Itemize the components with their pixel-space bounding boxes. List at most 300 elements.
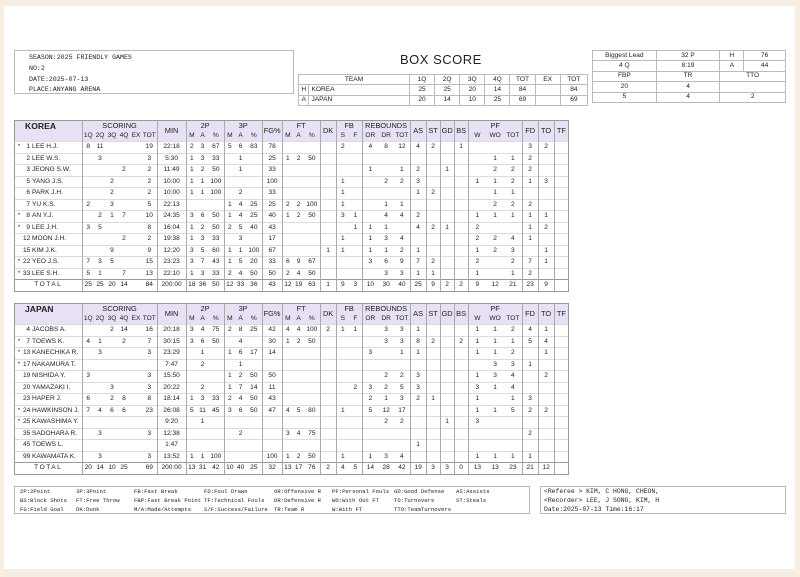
page-title: BOX SCORE [400,52,482,67]
player-row [15,417,568,429]
legend-item: M/A:Made/Attempts [134,505,192,513]
stat-cell [94,188,106,200]
stat-cell: 100 [262,451,282,463]
col-dk: DK [320,304,336,325]
stat-cell: 50 [246,394,262,406]
total-label: TOTAL [15,280,82,291]
stat-cell [504,417,522,429]
total-row [15,280,568,291]
stat-cell [349,199,362,211]
stat-cell [468,199,486,211]
stat-cell: 5 [504,405,522,417]
stat-cell: 11 [94,142,106,154]
stat-cell: 100 [208,188,224,200]
stat-cell [486,257,504,269]
stat-cell: 20 [246,257,262,269]
stat-cell [320,417,336,429]
stat-cell [224,336,235,348]
stat-cell: 2 [293,199,304,211]
total-cell: 200:00 [157,463,186,474]
stat-cell: 3 [142,348,157,360]
column-header: M [186,131,197,142]
score-header-cell: 4Q [485,75,510,85]
legend-item: FD:Foul Drawn [204,488,248,495]
stat-cell: 3 [410,382,426,394]
stat-cell: 1 [378,245,394,257]
stat-cell: 4 [235,394,246,406]
stat-cell [262,428,282,440]
lead-header-cell: TTO [720,71,786,81]
player-number: 4 [23,325,32,337]
total-cell: 12 [224,280,235,291]
stat-cell: 3 [378,451,394,463]
stat-cell [282,142,293,154]
stat-cell: 2 [293,211,304,223]
stat-cell [378,153,394,165]
stat-cell: 83 [246,142,262,154]
player-name: MOON J.H. [32,234,82,246]
total-cell: 76 [304,463,320,474]
stat-cell: 5 [197,245,208,257]
stat-cell: 1 [235,165,246,177]
stat-cell [538,359,554,371]
stat-cell [349,188,362,200]
stat-cell [246,428,262,440]
stat-cell [349,428,362,440]
stat-cell: 40 [246,222,262,234]
stat-cell [522,440,538,452]
column-header: M [224,314,235,325]
stat-cell [320,257,336,269]
player-number: 1 [23,142,32,154]
group-header-row [15,304,568,314]
stat-cell [130,199,142,211]
stat-cell [522,371,538,383]
player-number: 7 [23,336,32,348]
player-row [15,142,568,154]
starter-mark [15,451,23,463]
starter-mark [15,188,23,200]
stat-cell: 1 [486,211,504,223]
stat-cell [246,359,262,371]
stat-cell: 1 [468,176,486,188]
stat-cell: 15 [142,257,157,269]
lead-cell: H [720,51,744,61]
stat-cell [362,176,378,188]
column-header: DR [378,314,394,325]
stat-cell: 50 [304,211,320,223]
stat-cell: 12 [378,405,394,417]
stat-cell: 2 [235,188,246,200]
stat-cell [426,405,440,417]
total-row [15,463,568,474]
stat-cell [440,336,454,348]
stat-cell: 4 [293,268,304,280]
stat-cell: 1 [486,336,504,348]
total-cell: 4 [336,463,349,474]
stat-cell [235,176,246,188]
stat-cell [224,428,235,440]
stat-cell [426,325,440,337]
legend-item: BS:Block Shots [20,496,67,504]
stat-cell: 2 [504,348,522,360]
stat-cell: 1 [336,245,349,257]
player-number: 9 [23,222,32,234]
stat-cell: 6 [82,394,94,406]
stat-cell: 50 [262,371,282,383]
total-cell: 25 [246,463,262,474]
stat-cell [320,142,336,154]
stat-cell [538,199,554,211]
stat-cell: 6 [235,142,246,154]
col-tf: TF [554,304,568,325]
stat-cell [454,371,468,383]
col-dk: DK [320,121,336,142]
stat-cell [82,165,94,177]
column-header: M [224,131,235,142]
stat-cell: 100 [304,325,320,337]
col-group-fb: FB [336,121,362,131]
stat-cell: 2 [197,222,208,234]
stat-cell [320,371,336,383]
stat-cell [304,348,320,360]
lead-cell: A [720,61,744,71]
player-number: 6 [23,188,32,200]
stat-cell: 1 [468,268,486,280]
total-cell [130,463,142,474]
score-cell: 25 [485,95,510,105]
stat-cell: 3 [394,336,410,348]
legend-line [20,497,529,506]
stat-cell [118,142,130,154]
stat-cell: 8 [235,325,246,337]
total-cell: 30 [378,280,394,291]
stat-cell: 80 [304,405,320,417]
stat-cell: 22:10 [157,268,186,280]
stat-cell [94,325,106,337]
stat-cell: 1 [468,245,486,257]
lead-cell: 44 [744,61,786,71]
stat-cell [454,382,468,394]
lead-cell: 8:19 [656,61,720,71]
stat-cell: 50 [208,336,224,348]
stat-cell [320,336,336,348]
total-cell: 31 [197,463,208,474]
column-header: OR [362,131,378,142]
stat-cell [554,325,568,337]
stat-cell: 1 [186,153,197,165]
stat-cell: 23:23 [157,257,186,269]
player-number: 13 [23,348,32,360]
col-group-2p: 2P [186,121,224,131]
stat-cell [440,451,454,463]
stat-cell: 1 [349,211,362,223]
stat-cell: 3 [186,325,197,337]
stat-cell [130,371,142,383]
stat-cell [118,245,130,257]
player-name: HAPER J. [32,394,82,406]
stat-cell: 2 [454,336,468,348]
stat-cell: 5 [106,257,118,269]
stat-cell: 2 [468,234,486,246]
stat-cell [262,359,282,371]
stat-cell [106,336,118,348]
stat-cell: 5 [186,405,197,417]
column-header: % [246,131,262,142]
stat-cell: 9 [394,257,410,269]
stat-cell [186,199,197,211]
stat-cell [394,440,410,452]
stat-cell: 2 [320,325,336,337]
stat-cell [130,359,142,371]
stat-cell [349,336,362,348]
stat-cell: 1 [349,325,362,337]
stat-cell: 1 [504,211,522,223]
stat-cell [293,245,304,257]
stat-cell: 2 [142,234,157,246]
stat-cell [130,165,142,177]
stat-cell [554,176,568,188]
stat-cell [293,165,304,177]
stat-cell: 50 [262,268,282,280]
stat-cell: 2 [468,257,486,269]
stat-cell [362,440,378,452]
stat-cell [454,394,468,406]
stat-cell: 3 [538,176,554,188]
total-cell: 21 [504,280,522,291]
stat-cell: 3 [82,371,94,383]
stat-cell: 42 [262,325,282,337]
stat-cell: 3 [504,359,522,371]
total-cell: 20 [106,280,118,291]
stat-cell [118,199,130,211]
stat-cell: 4 [378,211,394,223]
stat-cell: 7 [410,257,426,269]
player-row [15,394,568,406]
stat-cell [304,188,320,200]
total-cell: 19 [293,280,304,291]
stat-cell: 3 [197,142,208,154]
stat-cell [426,245,440,257]
starter-mark [15,325,23,337]
stat-cell [394,428,410,440]
score-header-cell: 1Q [409,75,434,85]
stat-cell: 1 [186,165,197,177]
stat-cell: 30 [262,336,282,348]
stat-cell: 25 [262,153,282,165]
stat-cell: 2 [410,165,426,177]
player-number: 35 [23,428,32,440]
column-header: EX [130,131,142,142]
stat-cell [554,359,568,371]
stat-cell: 3 [142,153,157,165]
player-name: YANG J.S. [32,176,82,188]
stat-cell: 2 [106,394,118,406]
player-number: 19 [23,371,32,383]
starter-mark: * [15,336,23,348]
starter-mark: * [15,257,23,269]
stat-cell [454,405,468,417]
stat-cell [504,440,522,452]
info-place: PLACE:ANYANG ARENA [29,86,101,94]
col-group-3p: 3P [224,121,262,131]
stat-cell [349,153,362,165]
starter-mark: * [15,405,23,417]
player-row [15,336,568,348]
stat-cell: 1 [186,451,197,463]
stat-cell [410,359,426,371]
total-cell: 43 [262,280,282,291]
japan-box-score [14,303,569,475]
legend-item: DR:Defensive R [274,496,321,504]
stat-cell [118,257,130,269]
stat-cell: 2 [197,165,208,177]
stat-cell: 1 [186,268,197,280]
stat-cell: 1 [282,153,293,165]
total-cell: 50 [208,280,224,291]
stat-cell: 4 [282,405,293,417]
total-cell: 3 [426,463,440,474]
stat-cell [106,417,118,429]
stat-cell [130,245,142,257]
stat-cell [94,176,106,188]
stat-cell [106,359,118,371]
score-cell: 69 [510,95,535,105]
stat-cell [538,165,554,177]
stat-cell: 3 [197,234,208,246]
starter-mark: * [15,211,23,223]
lead-row [593,61,786,71]
stat-cell [554,199,568,211]
player-name: KIM J.K. [32,245,82,257]
stat-cell: 2 [522,268,538,280]
stat-cell [186,428,197,440]
score-header-cell: 2Q [435,75,460,85]
stat-cell: 1 [522,234,538,246]
stat-cell [130,428,142,440]
stat-cell: 50 [246,405,262,417]
stat-cell [118,451,130,463]
stat-cell [378,440,394,452]
stat-cell [426,359,440,371]
total-cell: 19 [410,463,426,474]
stat-cell: 3 [486,359,504,371]
stat-cell [349,245,362,257]
stat-cell [362,268,378,280]
stat-cell [82,325,94,337]
starter-mark [15,371,23,383]
stat-cell: 26:08 [157,405,186,417]
total-cell: 9 [538,280,554,291]
stat-cell [554,382,568,394]
player-name: LEE S.H. [32,268,82,280]
stat-cell [336,257,349,269]
stat-cell: 2 [336,142,349,154]
stat-cell: 43 [262,394,282,406]
col-gd: GD [440,121,454,142]
stat-cell [440,199,454,211]
stat-cell: 7 [235,382,246,394]
col-group-pf: PF [468,304,522,314]
stat-cell [454,245,468,257]
stat-cell: 30:15 [157,336,186,348]
column-header: M [282,131,293,142]
stat-cell [440,371,454,383]
player-name: TOEWS L. [32,440,82,452]
stat-cell [362,417,378,429]
stat-cell: 1 [486,325,504,337]
stat-cell: 2 [504,325,522,337]
stat-cell: 1 [522,451,538,463]
total-cell: 25 [82,280,94,291]
player-name: JACOBS A. [32,325,82,337]
stat-cell: 1 [468,211,486,223]
stat-cell [426,440,440,452]
stat-cell: 13 [142,268,157,280]
stat-cell: 4 [504,234,522,246]
stat-cell [118,417,130,429]
stat-cell [118,222,130,234]
stat-cell [130,382,142,394]
stat-cell [440,257,454,269]
stat-cell: 1 [336,234,349,246]
stat-cell: 3 [378,268,394,280]
score-cell [535,95,560,105]
stat-cell: 1 [468,451,486,463]
stat-cell [349,371,362,383]
stat-cell [130,257,142,269]
stat-cell [454,234,468,246]
stat-cell [282,440,293,452]
stat-cell [554,222,568,234]
stat-cell [320,428,336,440]
stat-cell: 3 [235,234,246,246]
stat-cell [246,336,262,348]
column-header: 3Q [106,314,118,325]
stat-cell: 4 [410,222,426,234]
stat-cell: 4 [394,211,410,223]
stat-cell: 3 [336,211,349,223]
player-number: 20 [23,382,32,394]
stat-cell [426,234,440,246]
stat-cell [486,142,504,154]
col-min: MIN [157,121,186,142]
stat-cell: 10 [142,211,157,223]
stat-cell: 50 [208,165,224,177]
stat-cell: 1 [224,348,235,360]
stat-cell [378,359,394,371]
player-number: 17 [23,359,32,371]
stat-cell [106,142,118,154]
stat-cell: 3 [394,325,410,337]
column-header: 2Q [94,314,106,325]
stat-cell: 1 [426,394,440,406]
col-group-rebounds: REBOUNDS [362,304,410,314]
stat-cell [410,417,426,429]
stat-cell: 1 [235,153,246,165]
col-group-2p: 2P [186,304,224,314]
stat-cell [282,394,293,406]
stat-cell [106,440,118,452]
stat-cell [378,165,394,177]
stat-cell [282,382,293,394]
total-cell: 25 [410,280,426,291]
stat-cell [538,188,554,200]
stat-cell: 5 [94,222,106,234]
stat-cell [320,153,336,165]
stat-cell [130,417,142,429]
stat-cell [208,417,224,429]
